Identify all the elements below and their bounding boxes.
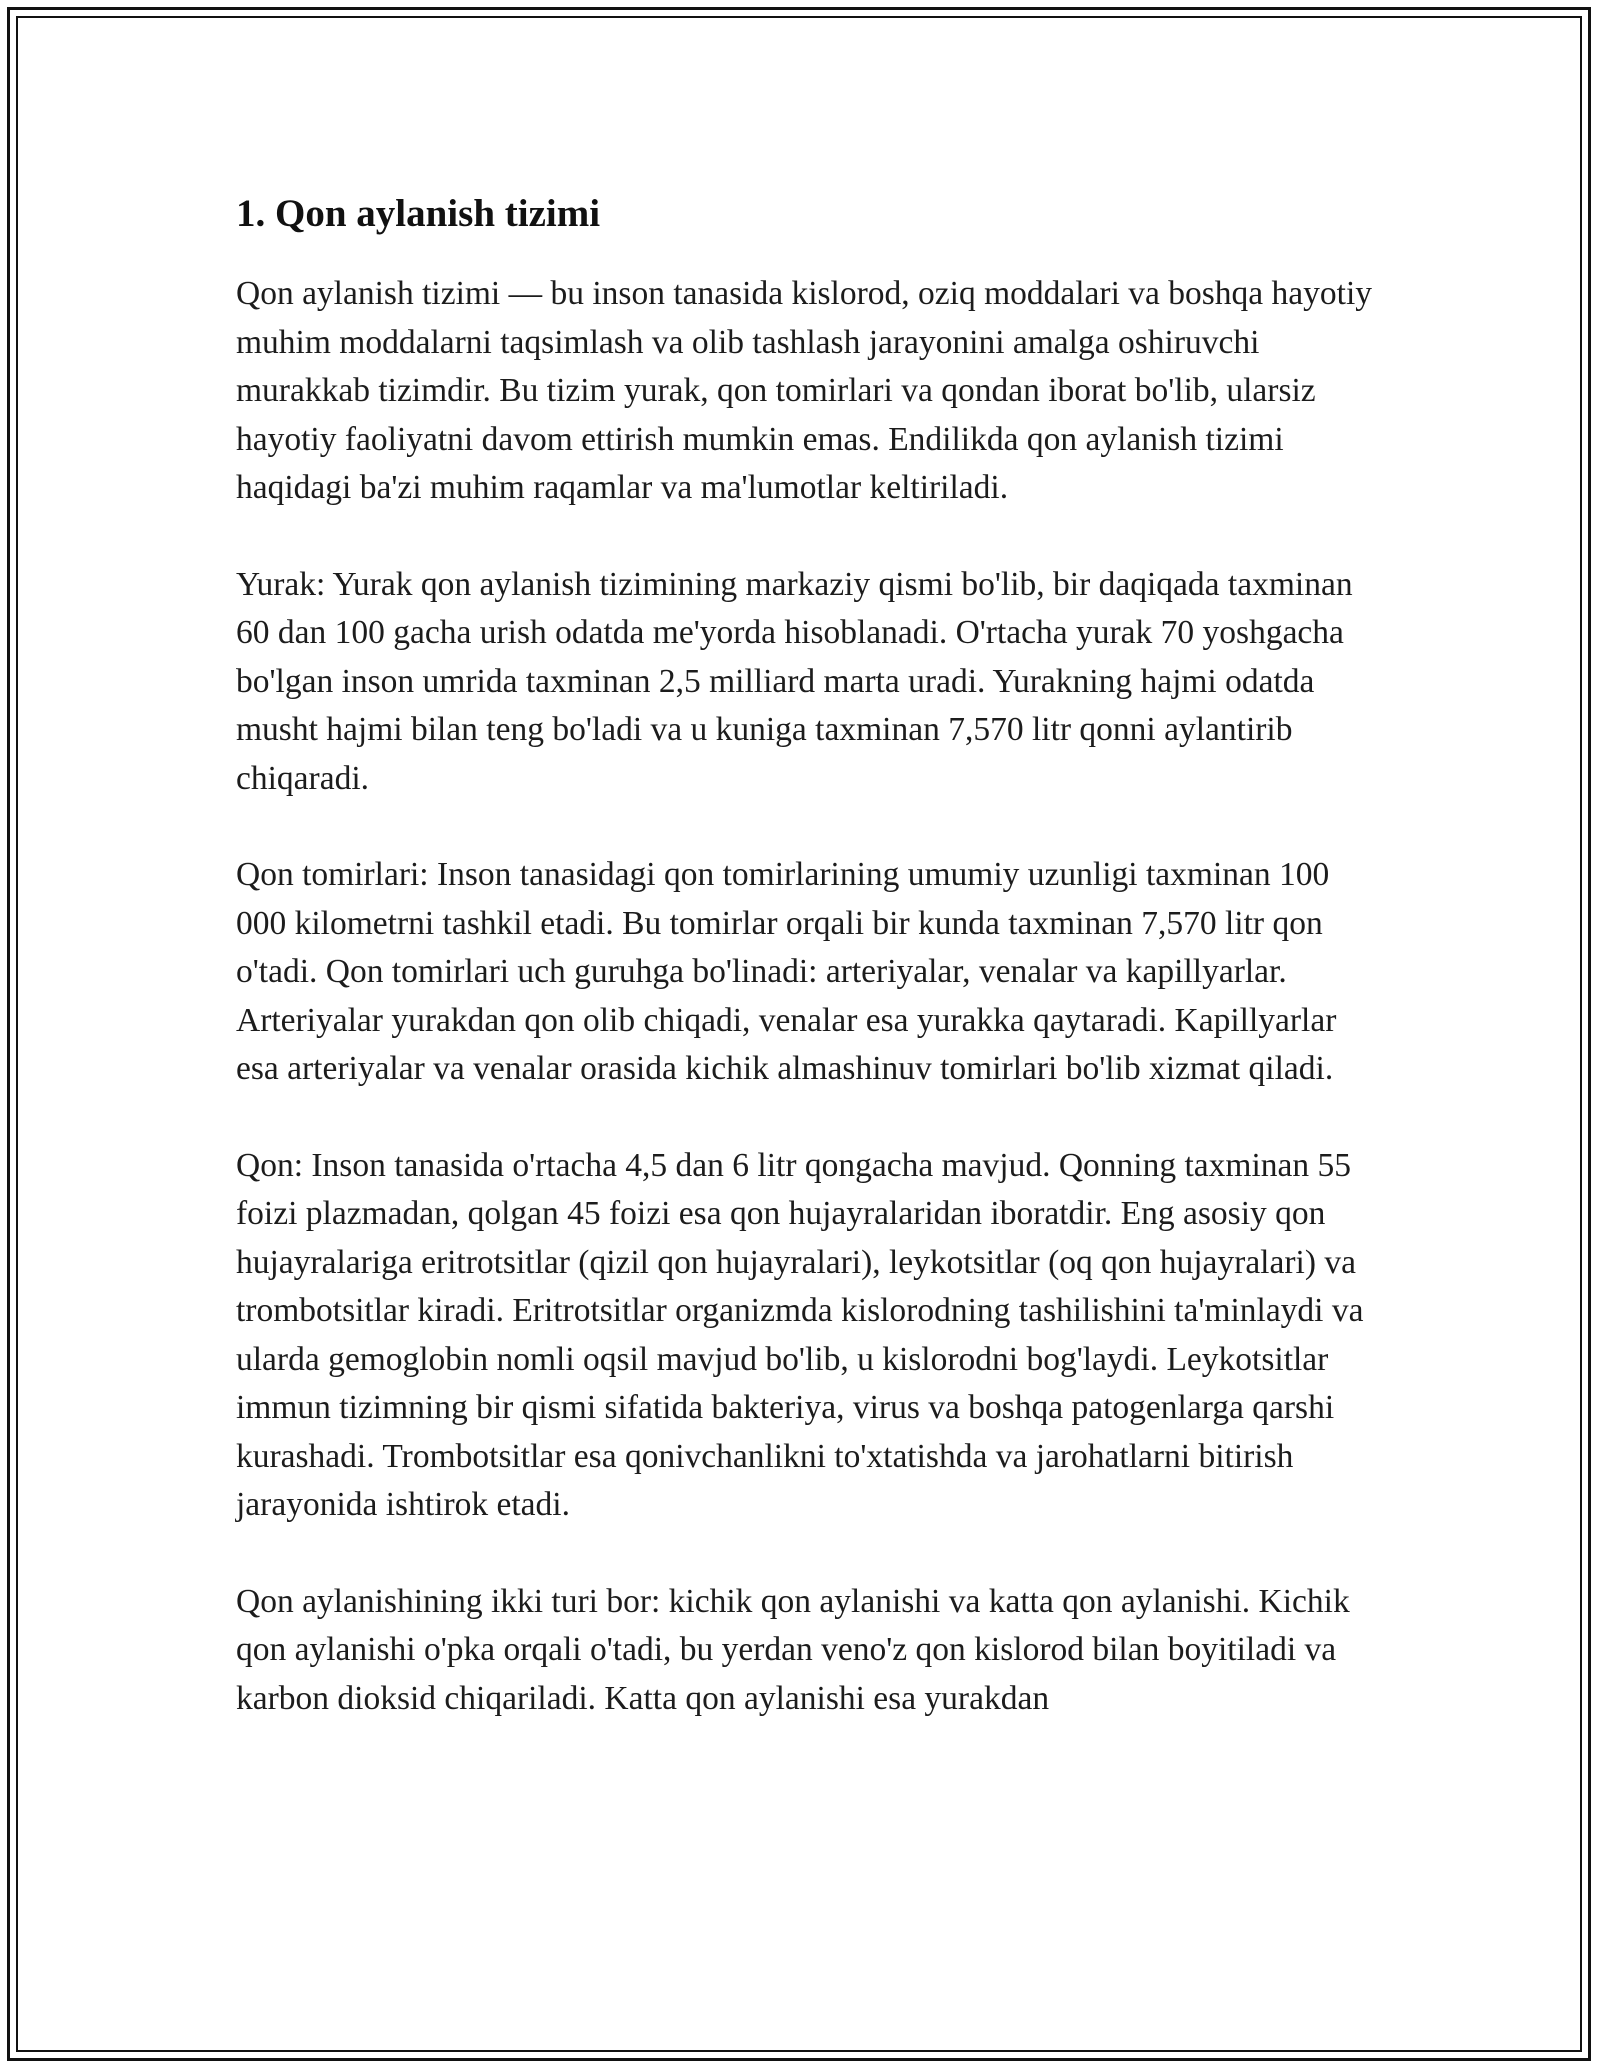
paragraph-intro: Qon aylanish tizimi — bu inson tanasida kislorod, oziq moddalari va boshqa hayotiy muhim moddalarni taqsimlash va olib tashlash jarayonini amalga oshiruvchi murakkab tizimdir. Bu tizim yurak, qon tomirlari va qondan iborat bo'lib, ularsiz hayotiy faoliyatni davom ettirish mumkin emas. Endilikda qon aylanish tizimi haqidagi ba'zi muhim raqamlar va ma'lumotlar keltiriladi.	[236, 275, 1373, 506]
paragraph-heart: Yurak: Yurak qon aylanish tizimining markaziy qismi bo'lib, bir daqiqada taxminan 60 dan 100 gacha urish odatda me'yorda hisoblanadi. O'rtacha yurak 70 yoshgacha bo'lgan inson umrida taxminan 2,5 milliard marta uradi. Yurakning hajmi odatda musht hajmi bilan teng bo'ladi va u kuniga taxminan 7,570 litr qonni aylantirib chiqaradi.	[236, 565, 1353, 797]
paragraph-blood-vessels: Qon tomirlari: Inson tanasidagi qon tomirlarining umumiy uzunligi taxminan 100 000 kilometrni tashkil etadi. Bu tomirlar orqali bir kunda taxminan 7,570 litr qon o'tadi. Qon tomirlari uch guruhga bo'linadi: arteriyalar, venalar va kapillyarlar. Arteriyalar yurakdan qon olib chiqadi, venalar esa yurakka qaytaradi. Kapillyarlar esa arteriyalar va venalar orasida kichik almashinuv tomirlari bo'lib xizmat qiladi.	[236, 856, 1337, 1087]
paragraph-blood: Qon: Inson tanasida o'rtacha 4,5 dan 6 litr qongacha mavjud. Qonning taxminan 55 foizi plazmadan, qolgan 45 foizi esa qon hujayralaridan iboratdir. Eng asosiy qon hujayralariga eritrotsitlar (qizil qon hujayralari), leykotsitlar (oq qon hujayralari) va trombotsitlar kiradi. Eritrotsitlar organizmda kislorodning tashilishini ta'minlaydi va ularda gemoglobin nomli oqsil mavjud bo'lib, u kislorodni bog'laydi. Leykotsitlar immun tizimning bir qismi sifatida bakteriya, virus va boshqa patogenlarga qarshi kurashadi. Trombotsitlar esa qonivchanlikni to'xtatishda va jarohatlarni bitirish jarayonida ishtirok etadi.	[236, 1146, 1364, 1523]
document-body	[236, 188, 1386, 1723]
section-title: 1. Qon aylanish tizimi	[236, 192, 601, 235]
paragraph-circulation-types: Qon aylanishining ikki turi bor: kichik qon aylanishi va katta qon aylanishi. Kichik qon aylanishi o'pka orqali o'tadi, bu yerdan veno'z qon kislorod bilan boyitiladi va karbon dioksid chiqariladi. Katta qon aylanishi esa yurakdan	[236, 1582, 1350, 1717]
